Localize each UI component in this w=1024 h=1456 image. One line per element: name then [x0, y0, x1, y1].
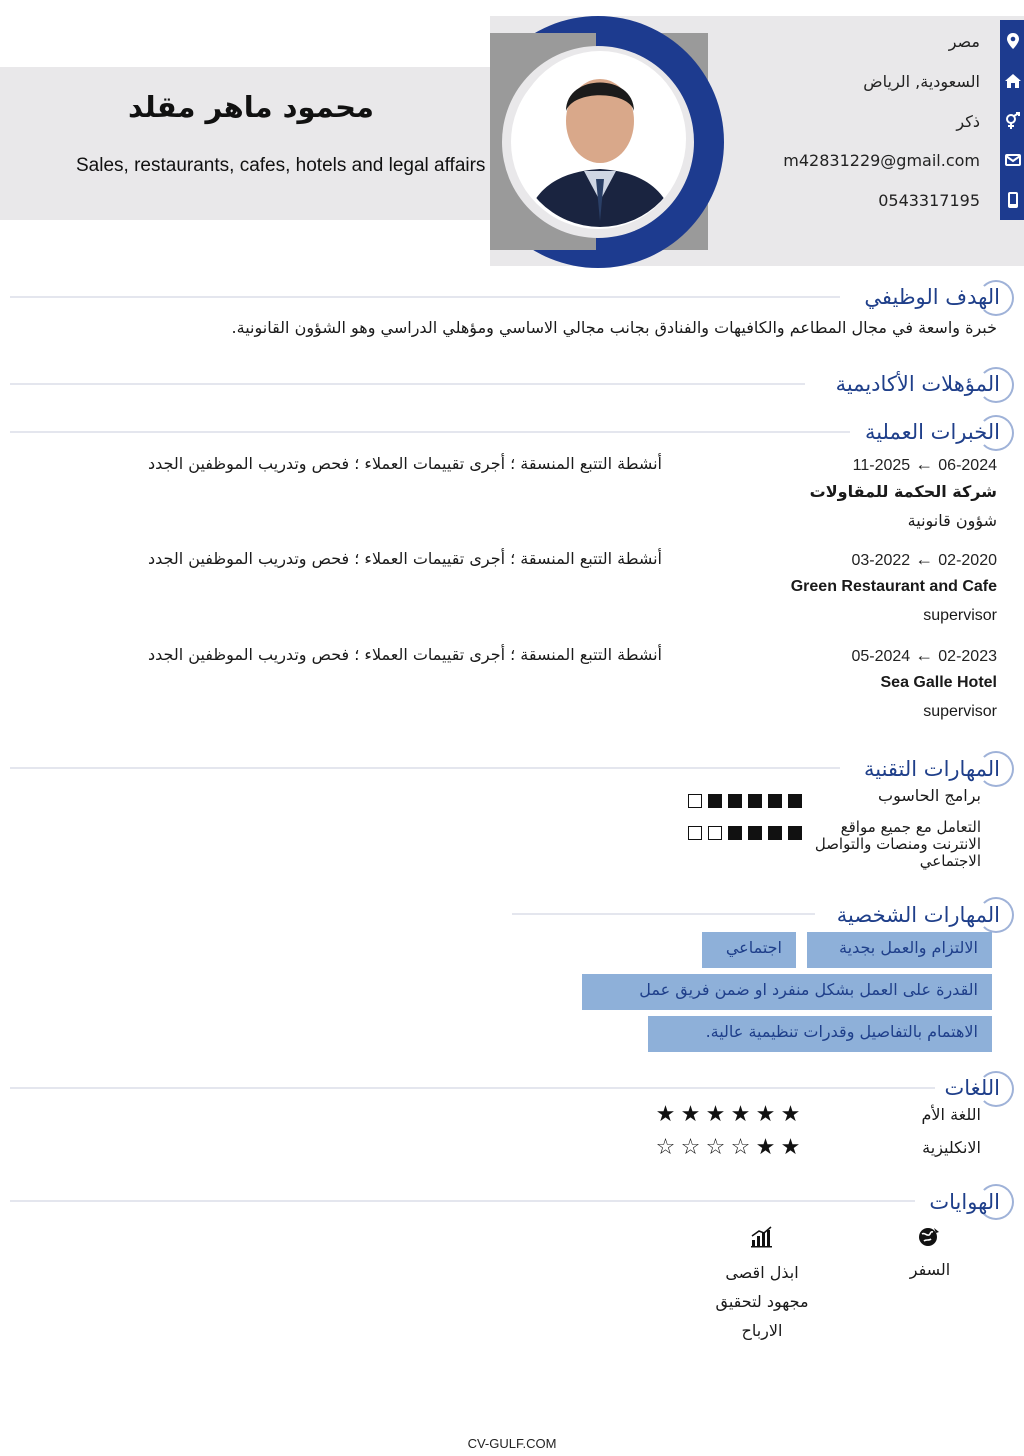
- language-rating-stars: [653, 1102, 803, 1127]
- section-title-languages: اللغات: [944, 1076, 1000, 1100]
- contact-gender: ذكر: [956, 112, 980, 131]
- language-name: اللغة الأم: [921, 1105, 981, 1124]
- experience-end: 05-2024: [851, 648, 911, 665]
- location-pin-icon: [1004, 32, 1022, 50]
- skill-tag: القدرة على العمل بشكل منفرد او ضمن فريق عمل: [582, 974, 992, 1010]
- experience-company: Sea Galle Hotel: [880, 674, 997, 691]
- experience-dates: [851, 645, 997, 666]
- section-divider: [10, 767, 840, 769]
- experience-role: supervisor: [923, 703, 997, 720]
- skill-tag: اجتماعي: [702, 932, 796, 968]
- skill-level-bar: [682, 790, 802, 809]
- contact-email[interactable]: m42831229@gmail.com: [783, 151, 980, 170]
- contact-phone[interactable]: 0543317195: [878, 191, 980, 210]
- experience-role: شؤون قانونية: [907, 511, 997, 530]
- star-filled-icon: ★: [655, 1102, 676, 1127]
- globe-travel-icon: [917, 1226, 941, 1248]
- section-divider: [10, 1087, 935, 1089]
- experience-description: أنشطة التتبع المنسقة ؛ أجرى تقييمات العملاء ؛ فحص وتدريب الموظفين الجدد: [148, 645, 662, 664]
- experience-start: 02-2023: [938, 648, 997, 665]
- arrow-left-icon: ←: [915, 645, 939, 665]
- experience-end: 03-2022: [851, 552, 911, 569]
- section-divider: [10, 383, 805, 385]
- star-filled-icon: ★: [680, 1102, 701, 1127]
- email-icon: [1004, 151, 1022, 169]
- arrow-left-icon: ←: [915, 454, 939, 474]
- skill-tag: الاهتمام بالتفاصيل وقدرات تنظيمية عالية.: [648, 1016, 992, 1052]
- chart-profit-icon: [750, 1226, 774, 1248]
- section-divider: [10, 431, 850, 433]
- footer-brand[interactable]: CV-GULF.COM: [467, 1436, 557, 1451]
- experience-dates: [853, 454, 997, 475]
- skill-tag: الالتزام والعمل بجدية: [807, 932, 992, 968]
- section-title-tech-skills: المهارات التقنية: [864, 757, 1000, 781]
- star-filled-icon: ★: [730, 1102, 751, 1127]
- star-filled-icon: ★: [780, 1102, 801, 1127]
- language-rating-stars: [653, 1135, 803, 1160]
- experience-company: شركة الحكمة للمقاولات: [809, 482, 997, 501]
- star-empty-icon: ☆: [730, 1135, 751, 1160]
- skill-name: برامج الحاسوب: [878, 786, 981, 805]
- star-empty-icon: ☆: [705, 1135, 726, 1160]
- star-filled-icon: ★: [705, 1102, 726, 1127]
- avatar: [514, 51, 686, 227]
- star-filled-icon: ★: [755, 1102, 776, 1127]
- contact-country: مصر: [948, 32, 980, 51]
- section-divider: [512, 913, 815, 915]
- hobby-label: السفر: [909, 1260, 951, 1279]
- arrow-left-icon: ←: [915, 549, 939, 569]
- experience-start: 06-2024: [938, 457, 997, 474]
- experience-description: أنشطة التتبع المنسقة ؛ أجرى تقييمات العملاء ؛ فحص وتدريب الموظفين الجدد: [148, 549, 662, 568]
- star-empty-icon: ☆: [680, 1135, 701, 1160]
- section-title-hobbies: الهوايات: [929, 1190, 1000, 1214]
- experience-dates: [851, 549, 997, 570]
- section-title-objective: الهدف الوظيفي: [864, 285, 1000, 309]
- experience-end: 11-2025: [852, 457, 911, 474]
- skill-level-bar: [682, 822, 802, 841]
- section-divider: [10, 1200, 915, 1202]
- gender-icon: [1004, 112, 1022, 130]
- phone-icon: [1004, 191, 1022, 209]
- experience-company: Green Restaurant and Cafe: [790, 578, 997, 595]
- experience-role: supervisor: [923, 607, 997, 624]
- star-empty-icon: ☆: [655, 1135, 676, 1160]
- candidate-title: Sales, restaurants, cafes, hotels and legal affairs: [76, 155, 486, 176]
- star-filled-icon: ★: [755, 1135, 776, 1160]
- star-filled-icon: ★: [780, 1135, 801, 1160]
- experience-start: 02-2020: [938, 552, 997, 569]
- language-name: الانكليزية: [922, 1138, 981, 1157]
- objective-text: خبرة واسعة في مجال المطاعم والكافيهات والفنادق بجانب مجالي الاساسي ومؤهلي الدراسي وهو الشؤون القانونية.: [231, 318, 997, 337]
- experience-description: أنشطة التتبع المنسقة ؛ أجرى تقييمات العملاء ؛ فحص وتدريب الموظفين الجدد: [148, 454, 662, 473]
- contact-city: السعودية, الرياض: [863, 72, 980, 91]
- home-icon: [1004, 72, 1022, 90]
- section-title-experience: الخبرات العملية: [864, 420, 1000, 444]
- section-divider: [10, 296, 840, 298]
- hobby-label: ابذل اقصى مجهود لتحقيق الارباح: [715, 1263, 809, 1340]
- section-title-education: المؤهلات الأكاديمية: [835, 372, 1000, 396]
- section-title-personal-skills: المهارات الشخصية: [836, 903, 1000, 927]
- skill-name: التعامل مع جميع مواقع الانترنت ومنصات والتواصل الاجتماعي: [814, 818, 981, 870]
- candidate-name: محمود ماهر مقلد: [128, 90, 374, 124]
